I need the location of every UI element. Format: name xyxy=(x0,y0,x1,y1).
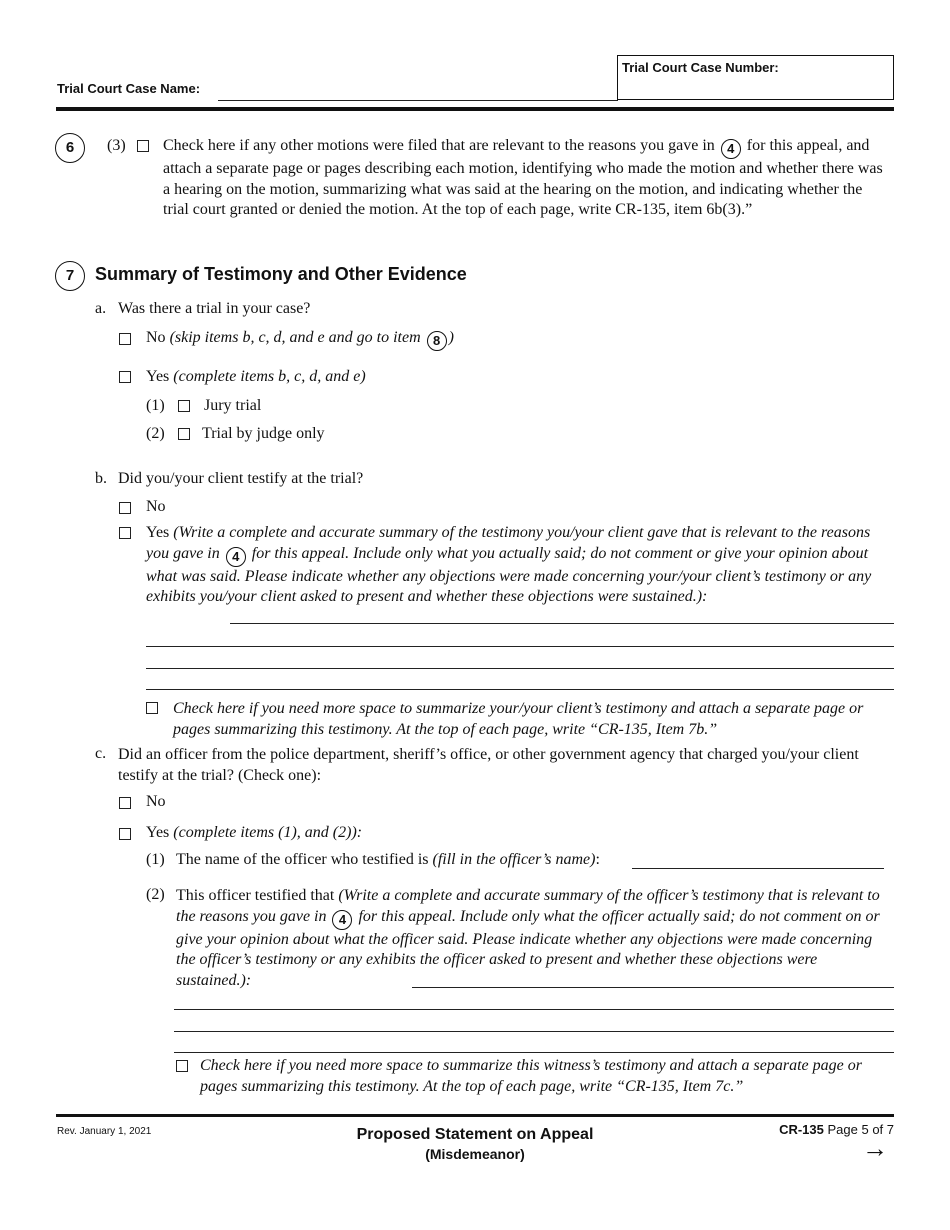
item-7a-yes-note: (complete items b, c, d, and e) xyxy=(173,368,366,385)
item-7a-yes-checkbox[interactable] xyxy=(119,371,131,383)
case-name-label: Trial Court Case Name: xyxy=(57,81,201,96)
item-7c-yes-checkbox[interactable] xyxy=(119,828,131,840)
officer-testimony-prompt: This officer testified that (Write a complete and accurate summary of the officer’s testimony that is relevant to the reasons you gave in 4 for this appeal. Include only what the officer actually said; do not comment on or give your opinion about what the officer said. Please indicate whether any objections were made concerning the officer’s testimony or any exhibits the officer asked to present and whether these objections were sustained.): xyxy=(176,887,880,989)
item-7-title: Summary of Testimony and Other Evidence xyxy=(95,264,467,284)
form-id: CR-135 xyxy=(779,1122,824,1137)
item-7a-letter: a. xyxy=(95,300,107,317)
case-number-label: Trial Court Case Number: xyxy=(622,60,779,75)
item-7b-yes-text: Yes (Write a complete and accurate summary of the testimony you/your client gave that is relevant to the reasons you gave in 4 for this appeal. Include only what you actually said; do not comment or give your opinion about what was said. Please indicate whether any objections were made concerning your/your client’s testimony or any exhibits you/your client asked to present and whether these objections were sustained.): xyxy=(146,524,872,605)
item-7c-more-space-checkbox[interactable] xyxy=(176,1060,188,1072)
item-7c-question: Did an officer from the police department, sheriff’s office, or other government agency that charged you/your client testify at the trial? (Check one): xyxy=(118,746,859,784)
item-6-3-text: Check here if any other motions were filed that are relevant to the reasons you gave in 4 for this appeal, and attach a separate page or pages describing each motion, identifying who made the motion and whether there was a hearing on the motion, summarizing what was said at the hearing on the motion, and indicating whether the trial court granted or denied the motion. At the top of each page, write CR-135, item 6b(3).” xyxy=(163,137,883,218)
item-7c-1-num: (1) xyxy=(146,851,165,868)
item-7b-letter: b. xyxy=(95,470,107,487)
item-7-number-icon: 7 xyxy=(55,261,85,291)
header-rule xyxy=(56,107,894,111)
item-4-ref-icon: 4 xyxy=(226,547,246,567)
item-8-ref-icon: 8 xyxy=(427,331,447,351)
footer-rule xyxy=(56,1114,894,1117)
officer-testimony-line-2[interactable] xyxy=(174,1009,894,1010)
testimony-line-4[interactable] xyxy=(146,689,894,690)
item-7a-no-note: (skip items b, c, d, and e and go to item xyxy=(169,329,421,346)
item-7a-no-label: No xyxy=(146,329,166,346)
item-4-ref-icon: 4 xyxy=(721,139,741,159)
page-number: Page 5 of 7 xyxy=(827,1122,894,1137)
case-name-field[interactable] xyxy=(218,100,618,101)
item-7b-more-space-checkbox[interactable] xyxy=(146,702,158,714)
item-4-ref-icon: 4 xyxy=(332,910,352,930)
item-7b-question: Did you/your client testify at the trial? xyxy=(118,470,364,487)
item-7a-2-num: (2) xyxy=(146,425,165,442)
item-7b-more-space-text: Check here if you need more space to summarize your/your client’s testimony and attach a separate page or pages summarizing this testimony. At the top of each page, write “CR-135, Item 7b.” xyxy=(173,700,864,738)
judge-trial-label: Trial by judge only xyxy=(202,425,325,442)
testimony-line-2[interactable] xyxy=(146,646,894,647)
judge-trial-checkbox[interactable] xyxy=(178,428,190,440)
officer-testimony-line-1[interactable] xyxy=(412,987,894,988)
item-7c-no-checkbox[interactable] xyxy=(119,797,131,809)
revision-date: Rev. January 1, 2021 xyxy=(57,1126,152,1137)
officer-name-field[interactable] xyxy=(632,868,884,869)
item-7c-no-label: No xyxy=(146,793,166,810)
item-7c-letter: c. xyxy=(95,745,107,762)
officer-testimony-line-4[interactable] xyxy=(174,1052,894,1053)
item-7c-2-num: (2) xyxy=(146,886,165,903)
item-7c-more-space-text: Check here if you need more space to summarize this witness’s testimony and attach a separate page or pages summarizing this testimony. At the top of each page, write “CR-135, Item 7c.” xyxy=(200,1057,862,1095)
item-7a-no-line: No (skip items b, c, d, and e and go to item 8 ) xyxy=(146,329,454,351)
item-7a-yes-line xyxy=(146,368,366,386)
officer-testimony-line-3[interactable] xyxy=(174,1031,894,1032)
testimony-line-3[interactable] xyxy=(146,668,894,669)
item-6-number-icon: 6 xyxy=(55,133,85,163)
item-7b-yes-checkbox[interactable] xyxy=(119,527,131,539)
item-7a-question: Was there a trial in your case? xyxy=(118,300,311,317)
item-7b-no-label: No xyxy=(146,498,166,515)
testimony-line-1[interactable] xyxy=(230,623,894,624)
jury-trial-label: Jury trial xyxy=(204,397,262,414)
officer-name-prompt: The name of the officer who testified is (fill in the officer’s name): xyxy=(176,851,600,868)
item-6-sub-label: (3) xyxy=(107,137,126,154)
next-page-arrow-icon[interactable]: → xyxy=(862,1133,888,1163)
item-7a-no-checkbox[interactable] xyxy=(119,333,131,345)
item-7b-no-checkbox[interactable] xyxy=(119,502,131,514)
item-7a-1-num: (1) xyxy=(146,397,165,414)
jury-trial-checkbox[interactable] xyxy=(178,400,190,412)
item-7c-yes-line: Yes (complete items (1), and (2)): xyxy=(146,824,363,841)
form-subtitle: (Misdemeanor) xyxy=(425,1146,525,1162)
item-6-3-checkbox[interactable] xyxy=(137,140,149,152)
form-title: Proposed Statement on Appeal xyxy=(356,1126,594,1143)
item-7a-yes-label: Yes xyxy=(146,368,170,385)
